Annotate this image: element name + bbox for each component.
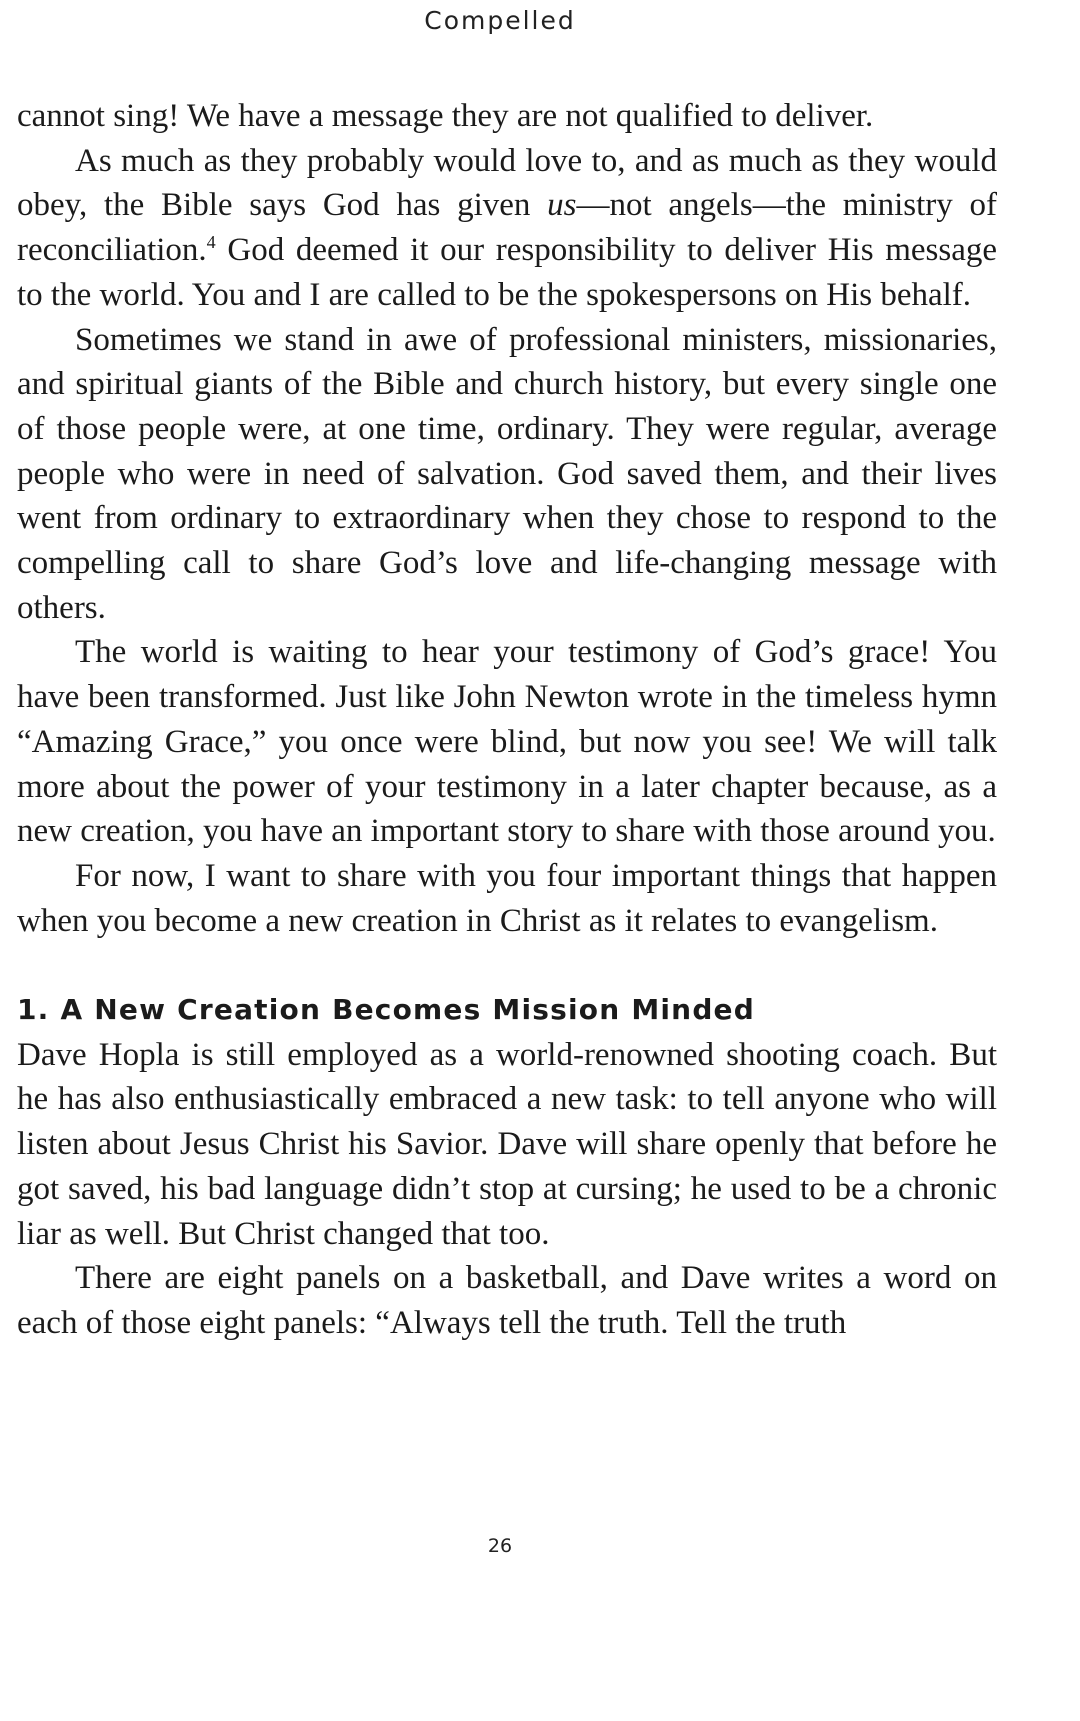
page-number: 26 (487, 1535, 513, 1557)
paragraph-2-text-b: —not angels—the ministry of reconciliation. (17, 187, 997, 269)
paragraph-5: For now, I want to share with you four important things that happen when you become a new creation in Christ as it relates to evangelism. (17, 857, 997, 939)
page-body (17, 94, 997, 1346)
paragraph-7: There are eight panels on a basketball, and Dave writes a word on each of those eight panels: “Always tell the truth. Tell the truth (17, 1260, 997, 1341)
emphasis-us: us (547, 187, 577, 224)
paragraph-2-text-c: God deemed it our responsibility to deliver His message to the world. You and I are called to be the spokespersons on His behalf. (17, 232, 997, 313)
footnote-marker: 4 (206, 232, 216, 253)
section-spacer (17, 943, 997, 988)
paragraph-3: Sometimes we stand in awe of professional ministers, missionaries, and spiritual giants of the Bible and church history, but every single one of those people were, at one time, ordinary. They were regular, average people who were in need of salvation. God saved them, and their lives went from ordinary to extraordinary when they chose to respond to the compelling call to share God’s love and life-changing message with others. (17, 321, 997, 626)
paragraph-2-text-a: As much as they probably would love to, and as much as they would obey, the Bible says God has given (17, 142, 997, 224)
running-head: Compelled (424, 6, 576, 35)
paragraph-4: The world is waiting to hear your testimony of God’s grace! You have been transformed. Just like John Newton wrote in the timeless hymn “Amazing Grace,” you once were blind, but now you see! We will talk more about the power of your testimony in a later chapter because, as a new creation, you have an important story to share with those around you. (17, 634, 997, 850)
paragraph-2 (17, 139, 997, 318)
paragraph-6: Dave Hopla is still employed as a world-renowned shooting coach. But he has also enthusiastically embraced a new task: to tell anyone who will listen about Jesus Christ his Savior. Dave will share openly that before he got saved, his bad language didn’t stop at cursing; he used to be a chronic liar as well. But Christ changed that too. (17, 1036, 997, 1252)
section-heading: 1. A New Creation Becomes Mission Minded (17, 993, 755, 1027)
paragraph-1: cannot sing! We have a message they are not qualified to deliver. (17, 98, 874, 134)
